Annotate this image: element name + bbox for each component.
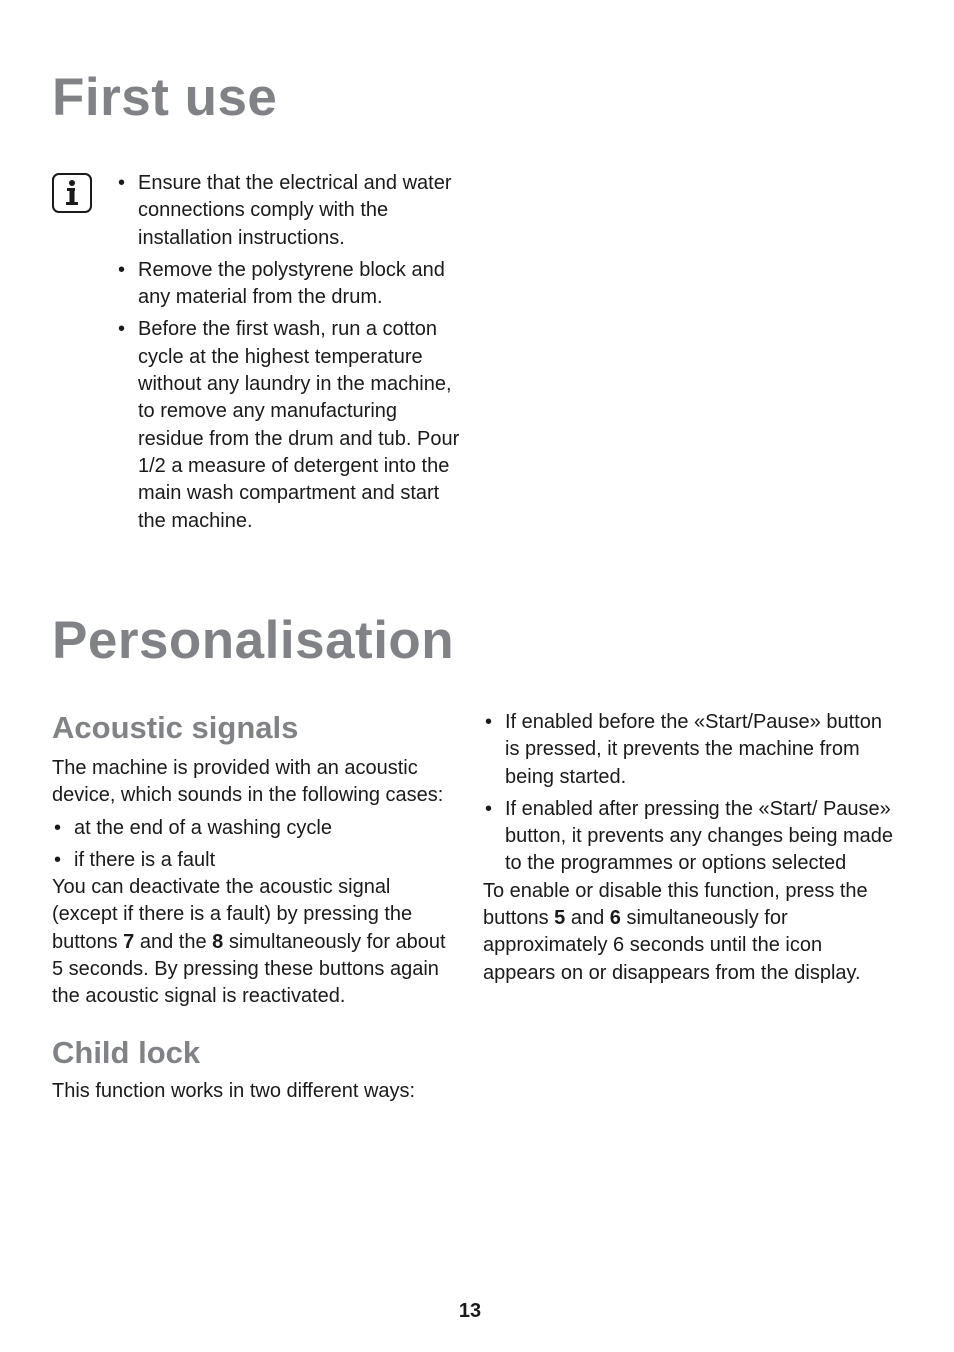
acoustic-deactivate-text — [52, 874, 452, 1010]
list-item: • If enabled after pressing the «Start/ Pause» button, it prevents any changes being made to the programmes or options selected — [483, 796, 898, 878]
list-item: • Before the first wash, run a cotton cycle at the highest temperature without any laundry in the machine, to remove any manufacturing residue from the drum and tub. Pour 1/2 a measure of detergent into the main wash compartment and start the machine. — [116, 316, 462, 534]
first-use-list — [116, 170, 462, 535]
acoustic-signals-heading: Acoustic signals — [52, 710, 299, 745]
list-item: • if there is a fault — [52, 847, 452, 874]
child-lock-heading: Child lock — [52, 1035, 201, 1070]
button-number: 8 — [212, 930, 224, 953]
acoustic-list — [52, 815, 452, 875]
list-item: • Ensure that the electrical and water connections comply with the installation instructions. — [116, 170, 462, 252]
child-lock-intro: This function works in two different ways: — [52, 1080, 416, 1102]
list-item: • Remove the polystyrene block and any material from the drum. — [116, 257, 462, 312]
list-item: • If enabled before the «Start/Pause» button is pressed, it prevents the machine from being started. — [483, 709, 898, 791]
text-span: You can deactivate the acoustic signal (except if there is a fault) by pressing the buttons — [52, 876, 413, 953]
child-lock-section — [483, 709, 898, 987]
button-number: 7 — [123, 930, 135, 953]
text-span: simultaneously for approximately 6 seconds until the icon appears on or disappears from the display. — [483, 907, 861, 984]
child-lock-list — [483, 709, 898, 878]
child-lock-toggle-text — [483, 878, 898, 987]
text-span: and — [565, 907, 610, 930]
acoustic-section — [52, 755, 452, 1011]
text-span: and the — [134, 930, 213, 953]
page-number: 13 — [458, 1300, 482, 1322]
personalisation-title: Personalisation — [52, 611, 455, 670]
button-number: 5 — [554, 907, 566, 930]
text-span: simultaneously for about 5 seconds. By pressing these buttons again the acoustic signal is reactivated. — [52, 930, 446, 1008]
text-span: To enable or disable this function, press the buttons — [483, 879, 868, 930]
info-icon — [52, 173, 92, 213]
list-item: • at the end of a washing cycle — [52, 815, 452, 842]
first-use-title: First use — [52, 68, 278, 127]
button-number: 6 — [609, 907, 621, 930]
acoustic-intro: The machine is provided with an acoustic device, which sounds in the following cases: — [52, 757, 444, 807]
